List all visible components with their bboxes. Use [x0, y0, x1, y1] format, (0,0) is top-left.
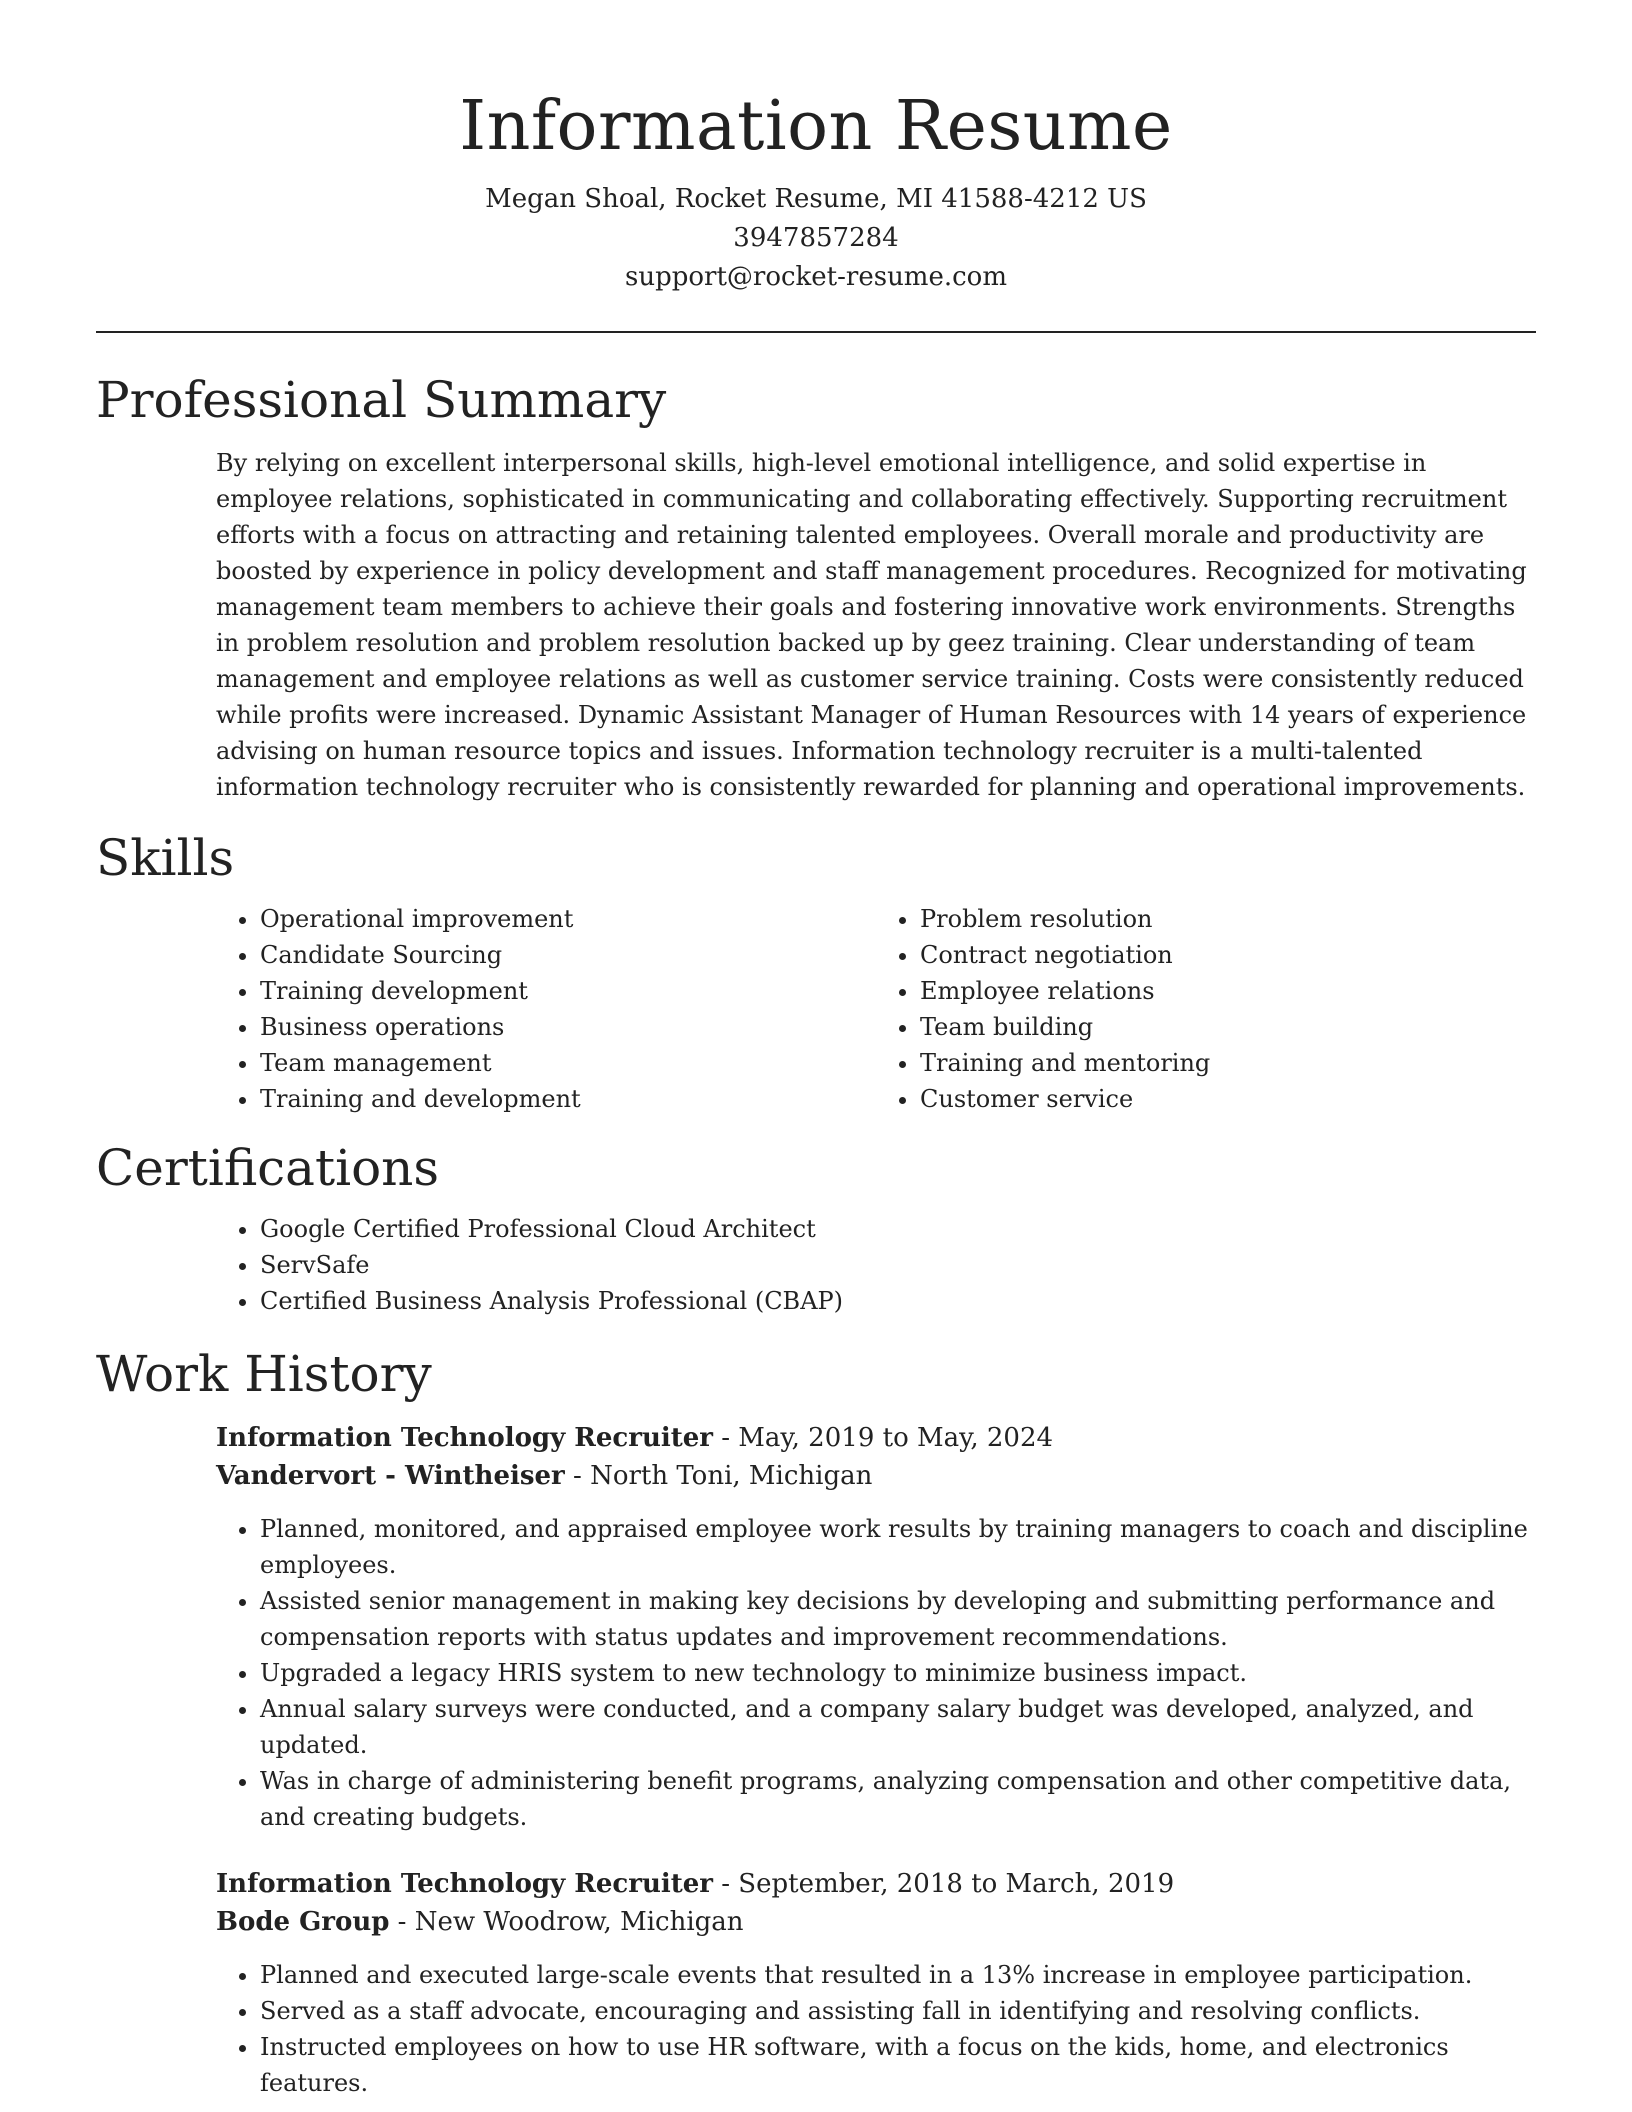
skill-item: • Employee relations — [920, 973, 1536, 1009]
job-bullet: • Annual salary surveys were conducted, and a company salary budget was developed, analyzed, and updated. — [260, 1691, 1536, 1763]
job-title-line — [216, 1865, 1536, 1903]
skills-grid — [216, 901, 1536, 1117]
certification-item: • ServSafe — [260, 1247, 1536, 1283]
skill-item: • Candidate Sourcing — [260, 937, 876, 973]
certifications-section — [96, 1137, 1536, 1319]
contact-block — [96, 180, 1536, 297]
work-history-section — [96, 1343, 1536, 2101]
job-bullet: • Upgraded a legacy HRIS system to new technology to minimize business impact. — [260, 1655, 1536, 1691]
job-location: - North Toni, Michigan — [564, 1461, 873, 1491]
job-title: Information Technology Recruiter — [216, 1869, 713, 1899]
skills-section — [96, 827, 1536, 1117]
skill-item: • Training and mentoring — [920, 1045, 1536, 1081]
skill-item: • Business operations — [260, 1009, 876, 1045]
skill-item: • Problem resolution — [920, 901, 1536, 937]
work-history-heading: Work History — [96, 1345, 432, 1403]
skill-item: • Team building — [920, 1009, 1536, 1045]
skill-item: • Customer service — [920, 1081, 1536, 1117]
skills-list-right — [876, 901, 1536, 1117]
job-entry — [216, 1865, 1536, 2101]
summary-section — [96, 369, 1536, 805]
job-bullets — [216, 1511, 1536, 1835]
job-bullet: • Served as a staff advocate, encouraging and assisting fall in identifying and resolving conflicts. — [260, 1993, 1536, 2029]
job-bullet: • Instructed employees on how to use HR software, with a focus on the kids, home, and electronics features. — [260, 2029, 1536, 2101]
skill-item: • Team management — [260, 1045, 876, 1081]
job-dates: - May, 2019 to May, 2024 — [712, 1423, 1054, 1453]
contact-address: Megan Shoal, Rocket Resume, MI 41588-4212 US — [485, 184, 1147, 214]
certification-item: • Certified Business Analysis Professional (CBAP) — [260, 1283, 1536, 1319]
certifications-list — [216, 1211, 1536, 1319]
skill-item: • Training and development — [260, 1081, 876, 1117]
job-entry — [216, 1419, 1536, 1835]
job-title-line — [216, 1419, 1536, 1457]
job-title: Information Technology Recruiter — [216, 1423, 713, 1453]
skill-item: • Contract negotiation — [920, 937, 1536, 973]
resume-name: Information Resume — [459, 87, 1173, 166]
job-bullets — [216, 1957, 1536, 2101]
summary-text: By relying on excellent interpersonal skills, high-level emotional intelligence, and solid expertise in employee relations, sophisticated in communicating and collaborating effectively. Supporting recruitment efforts with a focus on attracting and retaining talented employees. Overall morale and productivity are boosted by experience in policy development and staff management procedures. Recognized for motivating management team members to achieve their goals and fostering innovative work environments. Strengths in problem resolution and problem resolution backed up by geez training. Clear understanding of team management and employee relations as well as customer service training. Costs were consistently reduced while profits were increased. Dynamic Assistant Manager of Human Resources with 14 years of experience advising on human resource topics and issues. Information technology recruiter is a multi-talented information technology recruiter who is consistently rewarded for planning and operational improvements. — [216, 449, 1527, 801]
resume-header — [96, 0, 1536, 333]
skill-item: • Operational improvement — [260, 901, 876, 937]
skills-list-left — [216, 901, 876, 1117]
job-company: Vandervort - Wintheiser — [216, 1461, 565, 1491]
header-divider — [96, 331, 1536, 333]
certification-item: • Google Certified Professional Cloud Architect — [260, 1211, 1536, 1247]
certifications-heading: Certifications — [96, 1139, 440, 1197]
contact-phone: 3947857284 — [733, 223, 899, 253]
summary-heading: Professional Summary — [96, 371, 667, 429]
skills-heading: Skills — [96, 829, 235, 887]
job-company-line — [216, 1457, 1536, 1495]
skill-item: • Training development — [260, 973, 876, 1009]
job-location: - New Woodrow, Michigan — [389, 1907, 744, 1937]
job-dates: - September, 2018 to March, 2019 — [712, 1869, 1175, 1899]
job-bullet: • Planned, monitored, and appraised employee work results by training managers to coach and discipline employees. — [260, 1511, 1536, 1583]
job-bullet: • Assisted senior management in making key decisions by developing and submitting performance and compensation reports with status updates and improvement recommendations. — [260, 1583, 1536, 1655]
job-bullet: • Planned and executed large-scale events that resulted in a 13% increase in employee participation. — [260, 1957, 1536, 1993]
job-company: Bode Group — [216, 1907, 390, 1937]
job-bullet: • Was in charge of administering benefit programs, analyzing compensation and other competitive data, and creating budgets. — [260, 1763, 1536, 1835]
job-company-line — [216, 1903, 1536, 1941]
contact-email: support@rocket-resume.com — [624, 262, 1007, 292]
